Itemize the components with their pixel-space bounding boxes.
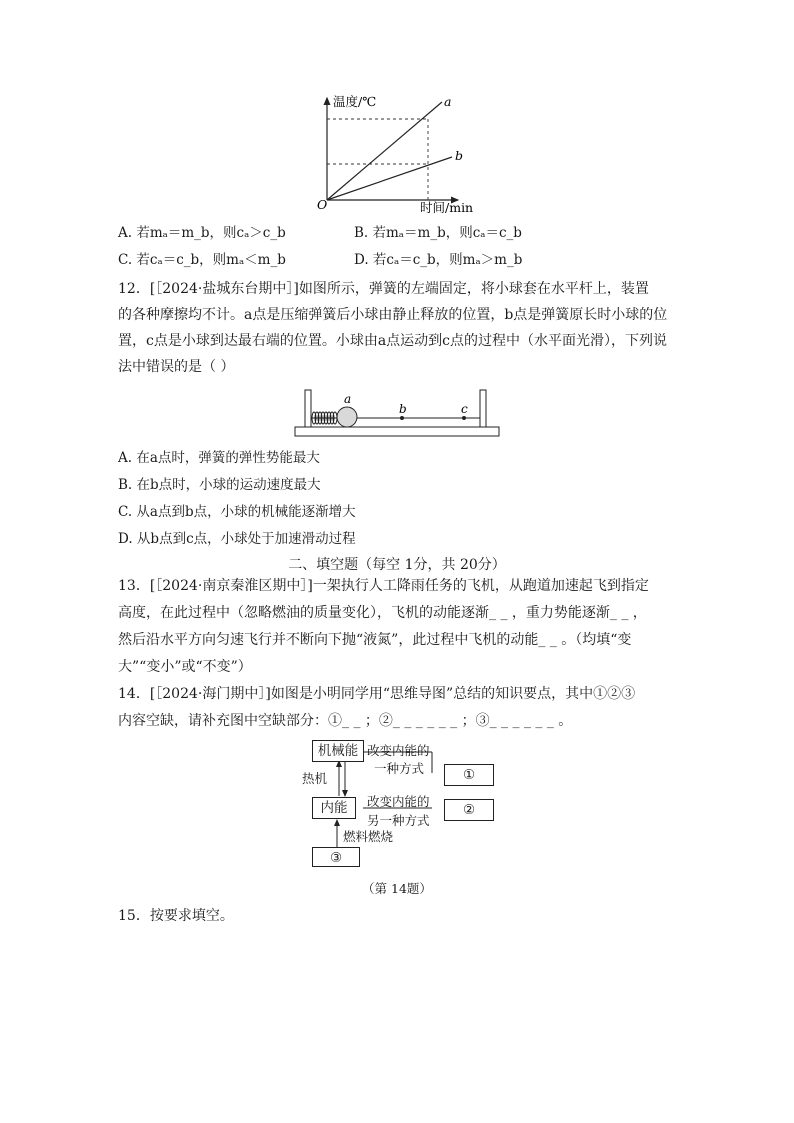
figure-caption: （第 14题） (362, 881, 432, 896)
label-change-method-2-line1: 改变内能的 (367, 794, 430, 809)
q13-stem-line: 然后沿水平方向匀速飞行并不断向下抛“液氮”，此过程中飞机的动能_ _ 。（均填“变 (118, 632, 632, 648)
right-post (480, 390, 486, 427)
q12-stem-line: 12．[［2024·盐城东台期中］]如图所示，弹簧的左端固定，将小球套在水平杆上，装置 (118, 281, 649, 297)
line-a (327, 102, 442, 200)
line-b (327, 157, 452, 200)
line-a-label: a (444, 94, 452, 109)
q11-option-d: D. 若cₐ＝c_b，则mₐ＞m_b (354, 252, 523, 268)
box-blank-3: ③ (312, 847, 360, 867)
q15-stem-line: 15．按要求填空。 (118, 908, 234, 924)
q11-option-b: B. 若mₐ＝m_b，则cₐ＝c_b (354, 225, 522, 241)
q14-stem-line: 14．[［2024·海门期中］]如图是小明同学用“思维导图”总结的知识要点，其中①②③ (118, 686, 636, 702)
label-a: a (344, 392, 352, 406)
point-b (400, 416, 404, 420)
section-heading: 二、填空题（每空 1分，共 20分） (288, 557, 506, 573)
ball (337, 407, 357, 427)
box-mechanical-energy: 机械能 (312, 740, 364, 762)
q12-option-a: A. 在a点时，弹簧的弹性势能最大 (118, 450, 320, 466)
mind-map (290, 735, 500, 870)
y-axis-label: 温度/℃ (333, 94, 377, 109)
spring (312, 412, 337, 424)
q11-option-a: A. 若mₐ＝m_b，则cₐ＞c_b (118, 225, 286, 241)
q13-stem-line: 高度，在此过程中（忽略燃油的质量变化），飞机的动能逐渐_ _ ，重力势能逐渐_ _ ， (118, 605, 647, 621)
label-c: c (461, 402, 468, 416)
label-heat-engine: 热机 (302, 771, 328, 786)
box-internal-energy: 内能 (312, 797, 356, 819)
q12-option-d: D. 从b点到c点，小球处于加速滑动过程 (118, 531, 356, 547)
q14-stem-line: 内容空缺，请补充图中空缺部分：①_ _ ；②_ _ _ _ _ _ ；③_ _ _ _ _ _ 。 (118, 713, 573, 729)
q12-stem-line: 法中错误的是（ ） (118, 359, 235, 375)
q13-stem-line: 13．[［2024·南京秦淮区期中］]一架执行人工降雨任务的飞机，从跑道加速起飞到指定 (118, 578, 649, 594)
label-b: b (399, 402, 407, 416)
box-blank-2: ② (444, 799, 494, 821)
box-blank-1: ① (444, 764, 494, 786)
q11-option-c: C. 若cₐ＝c_b，则mₐ＜m_b (118, 252, 286, 268)
left-post (305, 390, 311, 427)
q12-stem-line: 置，c点是小球到达最右端的位置。小球由a点运动到c点的过程中（水平面光滑），下列说 (118, 333, 668, 349)
label-change-method-2-line2: 另一种方式 (367, 813, 430, 828)
label-fuel-combustion: 燃料燃烧 (343, 829, 394, 844)
base-plate (295, 427, 499, 436)
label-change-method-1-line1: 改变内能的 (367, 743, 430, 758)
point-c (462, 416, 466, 420)
q12-option-b: B. 在b点时，小球的运动速度最大 (118, 477, 321, 493)
x-axis-label: 时间/min (420, 200, 474, 215)
q12-stem-line: 的各种摩擦均不计。a点是压缩弹簧后小球由静止释放的位置，b点是弹簧原长时小球的位 (118, 307, 668, 323)
q13-stem-line: 大”“变小”或“不变”） (118, 659, 252, 675)
spring-ball-diagram (293, 386, 503, 440)
label-change-method-1-line2: 一种方式 (374, 761, 425, 776)
line-b-label: b (455, 148, 464, 163)
temperature-time-graph (300, 92, 490, 216)
q12-option-c: C. 从a点到b点，小球的机械能逐渐增大 (118, 504, 356, 520)
origin-label: O (317, 197, 328, 212)
